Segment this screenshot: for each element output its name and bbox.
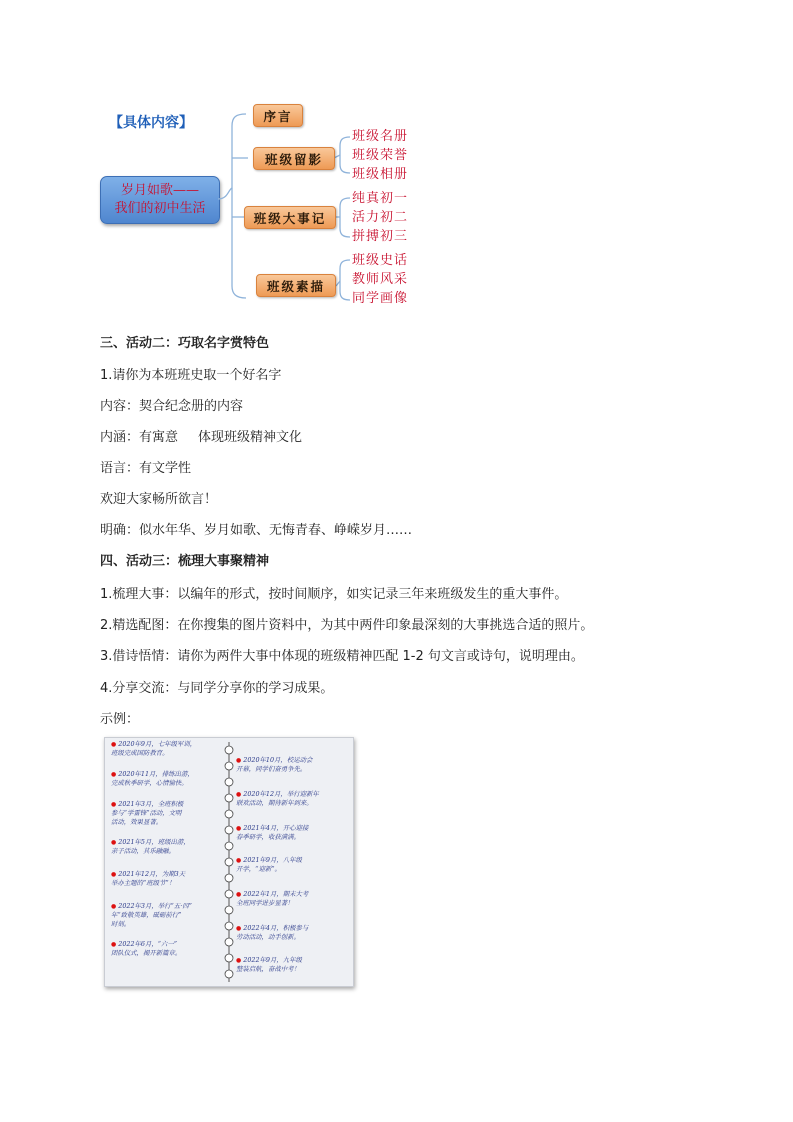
- step-4: 4.分享交流：与同学分享你的学习成果。: [100, 681, 334, 696]
- right-entry: ● 2021年9月，八年级 开学，“迎新”。: [236, 856, 302, 874]
- branch-class-events: 班级大事记: [244, 206, 336, 229]
- left-entry: ● 2020年11月，排练出游， 完成秋季研学，心情愉快。: [111, 770, 194, 788]
- left-entry: ● 2020年9月，七年级军训， 班级完成国防教育。: [111, 740, 196, 758]
- content-line: 内容：契合纪念册的内容: [100, 399, 244, 414]
- step-2: 2.精选配图：在你搜集的图片资料中，为其中两件印象最深刻的大事挑选合适的照片。: [100, 618, 594, 633]
- leaf: 纯真初一: [352, 191, 409, 206]
- activity2-question: 1.请你为本班班史取一个好名字: [100, 368, 282, 383]
- leaf: 班级史话: [352, 253, 409, 268]
- leaf: 活力初二: [352, 210, 409, 225]
- meaning-line: [100, 426, 302, 445]
- right-entry: ● 2022年1月，期末大考 全班同学进步显著！: [236, 890, 308, 908]
- right-entry: ● 2021年4月，开心迎接 春季研学，收获满满。: [236, 824, 308, 842]
- branch-class-photos: 班级留影: [253, 147, 335, 170]
- left-entry: ● 2021年12月，为期3天 举办主题的“班级节”！: [111, 870, 185, 888]
- leaf: 同学画像: [352, 291, 409, 306]
- example-label: 示例：: [100, 712, 140, 727]
- leaf: 教师风采: [352, 272, 409, 287]
- welcome-line: 欢迎大家畅所欲言！: [100, 492, 218, 507]
- root-line-2: 我们的初中生活: [114, 201, 206, 216]
- section-tag: 【具体内容】: [109, 115, 193, 131]
- right-entry: ● 2020年10月，校运动会 开幕，同学们奋勇争先。: [236, 756, 312, 774]
- branch-class-sketch: 班级素描: [256, 274, 336, 297]
- left-entry: ● 2021年3月，全班积极 参与“学雷锋”活动，文明 活动，效果显著。: [111, 800, 183, 827]
- step-1: 1.梳理大事：以编年的形式，按时间顺序，如实记录三年来班级发生的重大事件。: [100, 587, 568, 602]
- leaf: 班级荣誉: [352, 148, 409, 163]
- example-timeline-image: [104, 737, 354, 987]
- leaf: 拼搏初三: [352, 229, 409, 244]
- leaves-class-events: [352, 189, 408, 246]
- clarify-line: 明确：似水年华、岁月如歌、无悔青春、峥嵘岁月……: [100, 523, 413, 538]
- left-entry: ● 2022年6月，“六一” 团队仪式，揭开新篇章。: [111, 940, 181, 958]
- activity3-heading: 四、活动三：梳理大事聚精神: [100, 554, 270, 569]
- meaning-b: 体现班级精神文化: [198, 430, 303, 445]
- leaves-class-sketch: [352, 251, 408, 308]
- language-line: 语言：有文学性: [100, 461, 192, 476]
- leaf: 班级名册: [352, 129, 409, 144]
- right-entry: ● 2022年4月，积极参与 劳动活动，动手创新。: [236, 924, 308, 942]
- right-entry: ● 2020年12月，举行迎新年 联欢活动，期待新年到来。: [236, 790, 319, 808]
- branch-preface: 序言: [253, 104, 303, 127]
- activity2-heading: 三、活动二：巧取名字赏特色: [100, 336, 270, 351]
- left-entry: ● 2021年5月，班级出游， 亲子活动，其乐融融。: [111, 838, 190, 856]
- leaf: 班级相册: [352, 167, 409, 182]
- step-3: 3.借诗悟情：请你为两件大事中体现的班级精神匹配 1-2 句文言或诗句，说明理由。: [100, 649, 584, 664]
- leaves-class-photos: [352, 127, 408, 184]
- root-line-1: 岁月如歌——: [120, 183, 199, 198]
- meaning-a: 内涵：有寓意: [100, 430, 179, 445]
- left-entry: ● 2022年3月，举行“五·四” 年“致敬英雄，砥砺前行” 时刻。: [111, 902, 192, 929]
- right-entry: ● 2022年9月，九年级 整装启航，奋战中考！: [236, 956, 302, 974]
